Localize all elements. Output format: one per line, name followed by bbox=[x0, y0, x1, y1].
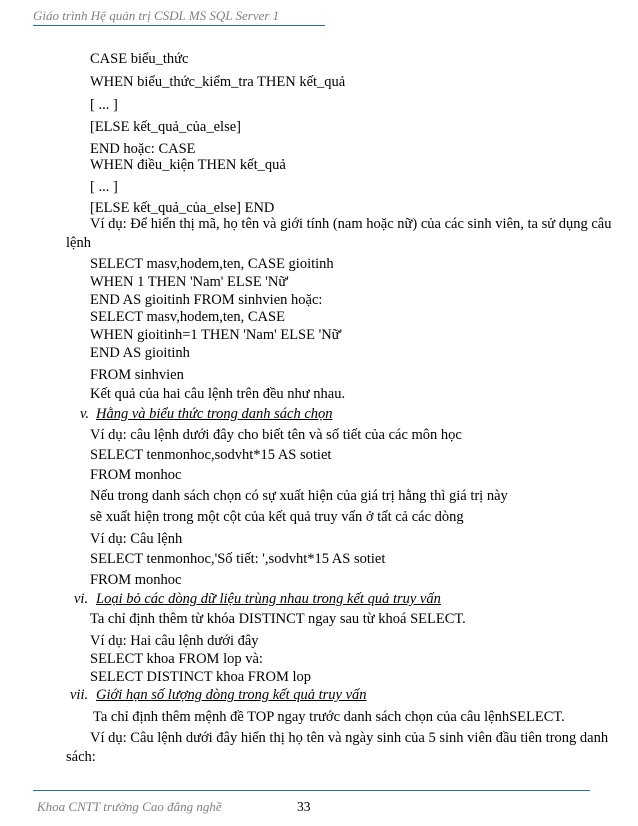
text-line: Kết quả của hai câu lệnh trên đều như nhau. bbox=[90, 386, 346, 402]
text-line: END hoặc: CASE bbox=[90, 141, 196, 157]
section-heading: Hằng và biểu thức trong danh sách chọn bbox=[96, 406, 333, 422]
heading-number: v. bbox=[80, 406, 89, 422]
code-line: SELECT DISTINCT khoa FROM lop bbox=[90, 669, 312, 685]
text-line: Ví dụ: câu lệnh dưới đây cho biết tên và số tiết của các môn học bbox=[90, 427, 462, 443]
text-line: WHEN biểu_thức_kiểm_tra THEN kết_quả bbox=[90, 74, 346, 90]
heading-number: vii. bbox=[70, 687, 89, 703]
page-header bbox=[33, 7, 325, 26]
text-line: sẽ xuất hiện trong một cột của kết quả truy vấn ở tất cả các dòng bbox=[90, 509, 464, 525]
code-line: WHEN gioitinh=1 THEN 'Nam' ELSE 'Nữ' bbox=[90, 327, 343, 343]
text-line: sách: bbox=[66, 749, 96, 765]
section-heading: Loại bỏ các dòng dữ liệu trùng nhau trong kết quả truy vấn bbox=[96, 591, 441, 607]
code-line: SELECT masv,hodem,ten, CASE gioitinh bbox=[90, 256, 334, 272]
text-line: lệnh bbox=[66, 235, 91, 251]
footer-divider bbox=[33, 790, 590, 791]
code-line: END AS gioitinh FROM sinhvien hoặc: bbox=[90, 292, 323, 308]
text-line: [ELSE kết_quả_của_else] bbox=[90, 119, 241, 135]
text-line: Ta chỉ định thêm từ khóa DISTINCT ngay sau từ khoá SELECT. bbox=[90, 611, 466, 627]
text-line: Ví dụ: Câu lệnh dưới đây hiển thị họ tên và ngày sinh của 5 sinh viên đầu tiên trong danh bbox=[90, 730, 609, 746]
header-title: Giáo trình Hệ quản trị CSDL MS SQL Server 1 bbox=[33, 8, 280, 23]
code-line: FROM sinhvien bbox=[90, 367, 184, 383]
text-line: Ta chỉ định thêm mệnh đề TOP ngay trước danh sách chọn của câu lệnhSELECT. bbox=[93, 709, 565, 725]
footer-text: Khoa CNTT trường Cao đẳng nghề bbox=[37, 799, 222, 814]
code-line: FROM monhoc bbox=[90, 467, 182, 483]
text-line: Nếu trong danh sách chọn có sự xuất hiện của giá trị hằng thì giá trị này bbox=[90, 488, 508, 504]
code-line: FROM monhoc bbox=[90, 572, 182, 588]
code-line: SELECT tenmonhoc,'Số tiết: ',sodvht*15 AS sotiet bbox=[90, 551, 386, 567]
code-line: SELECT masv,hodem,ten, CASE bbox=[90, 309, 285, 325]
text-line: CASE biểu_thức bbox=[90, 51, 189, 67]
section-heading: Giới hạn số lượng dòng trong kết quả truy vấn bbox=[96, 687, 367, 703]
code-line: END AS gioitinh bbox=[90, 345, 190, 361]
page-number: 33 bbox=[297, 799, 311, 814]
text-line: Ví dụ: Câu lệnh bbox=[90, 531, 183, 547]
text-line: [ELSE kết_quả_của_else] END bbox=[90, 200, 275, 216]
heading-number: vi. bbox=[74, 591, 89, 607]
text-line: [ ... ] bbox=[90, 97, 118, 113]
text-line: Ví dụ: Hai câu lệnh dưới đây bbox=[90, 633, 259, 649]
code-line: SELECT khoa FROM lop và: bbox=[90, 651, 263, 667]
code-line: WHEN 1 THEN 'Nam' ELSE 'Nữ' bbox=[90, 274, 289, 290]
text-line: Ví dụ: Để hiển thị mã, họ tên và giới tính (nam hoặc nữ) của các sinh viên, ta sử dụng câu bbox=[90, 216, 612, 232]
code-line: SELECT tenmonhoc,sodvht*15 AS sotiet bbox=[90, 447, 332, 463]
text-line: WHEN điều_kiện THEN kết_quả bbox=[90, 157, 286, 173]
text-line: [ ... ] bbox=[90, 179, 118, 195]
